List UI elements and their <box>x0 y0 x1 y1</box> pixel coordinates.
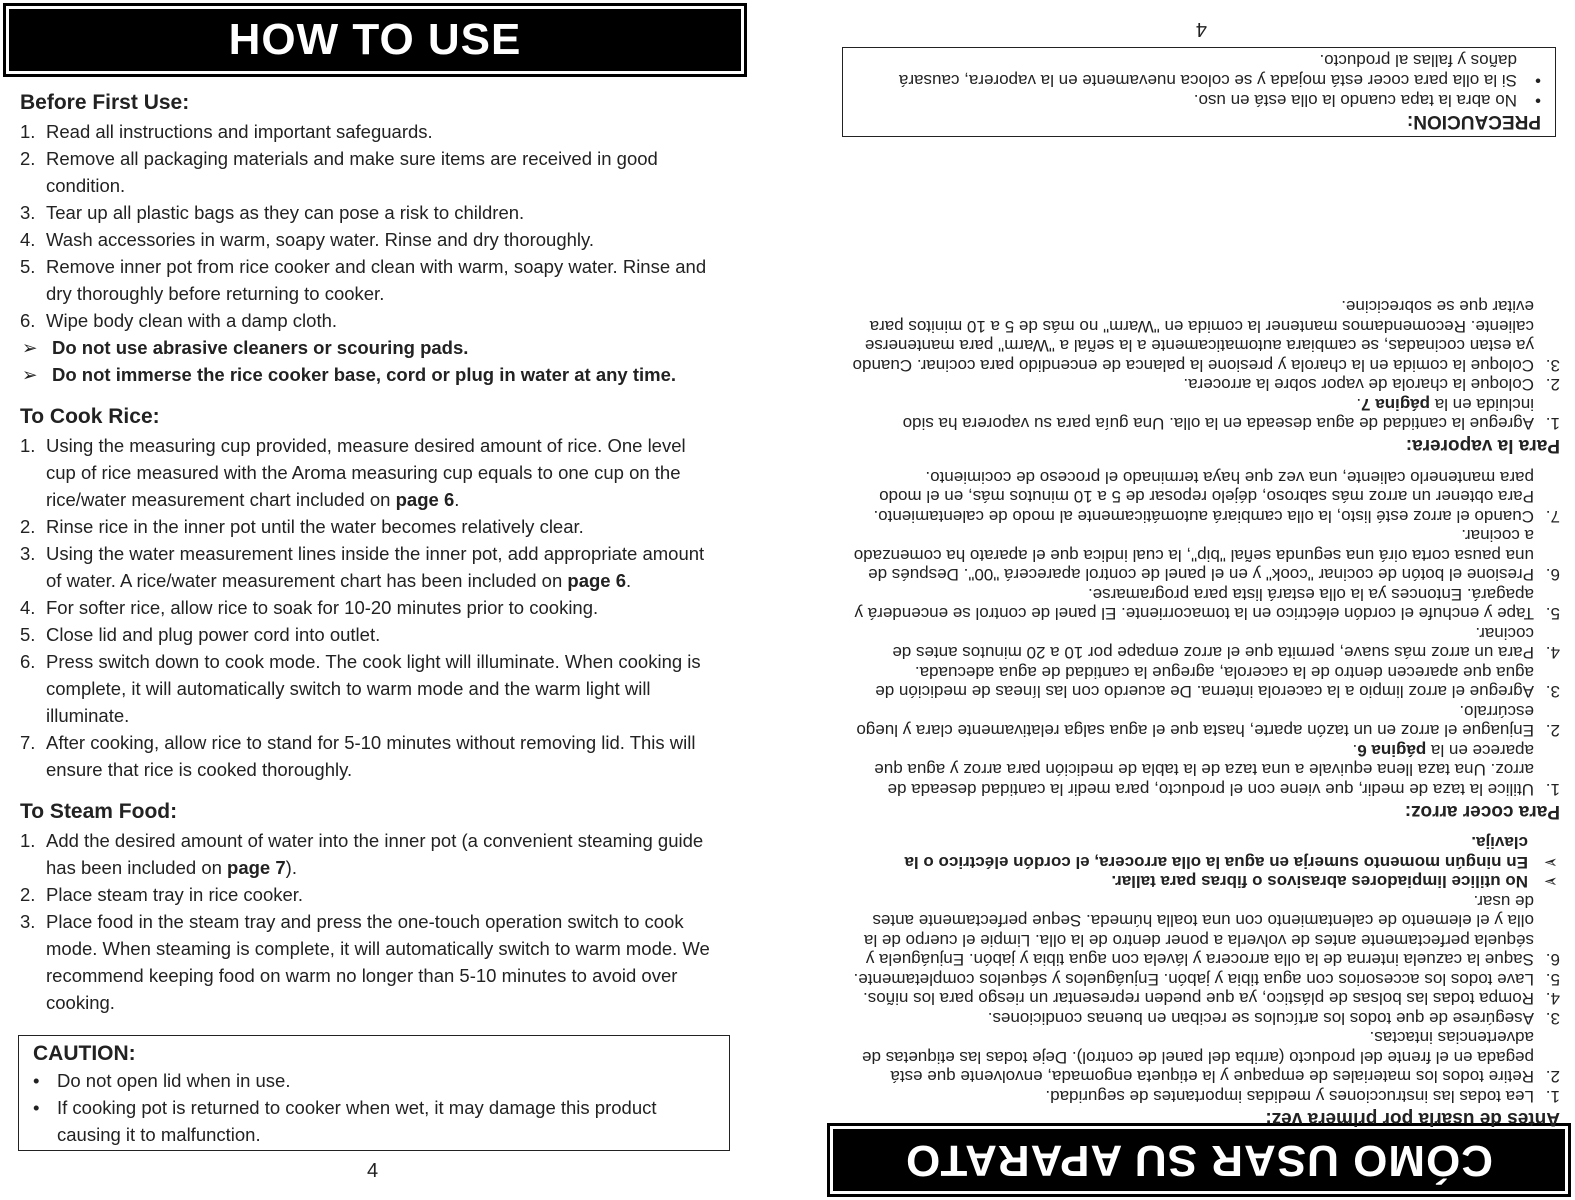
step-number: 1. <box>1545 1087 1560 1106</box>
step-number: 2. <box>1545 1067 1560 1087</box>
steam-food-steps <box>850 297 1560 434</box>
caution-text: If cooking pot is returned to cooker when wet, it may damage this product causing it to malfunction. <box>57 1097 657 1145</box>
step-text: Asegúrese de que todos los artículos se reciban en buenas condiciones. <box>987 1009 1534 1028</box>
step-text: Add the desired amount of water into the inner pot (a convenient steaming guide has been included on <box>46 830 704 878</box>
step-text: Place food in the steam tray and press the one-touch operation switch to cook mode. When steaming is complete, it will automatically switch to warm mode. We recommend keeping food on warm no longer than 5-10 minutes to avoid over cooking. <box>46 911 710 1013</box>
step-text: Lave todos los accesorios con agua tibia y jabón. Enjuáguelos y séquelos completamente. <box>853 970 1534 989</box>
list-item <box>850 624 1560 663</box>
step-number: 7. <box>20 732 36 753</box>
step-text-end: . <box>1352 741 1358 760</box>
step-number: 6. <box>1545 950 1560 970</box>
caution-item <box>33 1067 717 1094</box>
step-number: 3. <box>20 911 36 932</box>
page-number: 4 <box>367 1160 379 1182</box>
list-item <box>20 881 720 908</box>
como-usar-banner <box>830 1126 1568 1194</box>
step-number: 3. <box>1545 1009 1560 1028</box>
list-item <box>850 989 1560 1009</box>
list-item <box>20 729 720 783</box>
step-number: 5. <box>1545 604 1560 624</box>
step-number: 4. <box>1545 643 1560 663</box>
step-number: 2. <box>1545 721 1560 741</box>
step-text: Coloque la charola de vapor sobre la arrocera. <box>1183 375 1534 395</box>
list-item <box>20 827 720 881</box>
step-text: Retire todos los materiales de empaque y la etiqueta engomada, envolvente que está pegada en el frente del producto (arriba del panel de control). Deje todas las etiquetas de advertencias intactas. <box>862 1028 1534 1087</box>
section-title-steam-food: To Steam Food: <box>20 800 178 823</box>
list-item <box>20 621 720 648</box>
step-text-end: ). <box>285 857 297 878</box>
list-item <box>850 585 1560 624</box>
step-number: 1. <box>1545 780 1560 799</box>
step-number: 1. <box>20 121 36 142</box>
list-item <box>20 908 720 1016</box>
list-item <box>20 513 720 540</box>
page-reference: page 7 <box>227 857 286 878</box>
list-item <box>850 892 1560 970</box>
step-text-end: . <box>626 570 632 591</box>
caution-box <box>842 47 1556 137</box>
step-text: Wash accessories in warm, soapy water. Rinse and dry thoroughly. <box>46 229 595 250</box>
list-item <box>850 375 1560 395</box>
list-item <box>20 540 720 594</box>
instructions-body <box>850 297 1560 1130</box>
step-text-end: . <box>454 489 460 510</box>
step-number: 6. <box>1545 565 1560 585</box>
page-reference: page 6 <box>567 570 626 591</box>
step-number: 4. <box>20 597 36 618</box>
warning-item <box>20 361 720 388</box>
caution-title: CAUTION: <box>33 1042 136 1065</box>
caution-item <box>855 50 1541 90</box>
step-text: Cuando el arroz esté listo, la olla cambiará automáticamente al modo de calentamiento. Para obtener un arroz más sabroso, déjelo reposar de 5 a 10 minutos más, en el modo para mantenerlo caliente, una vez que haya terminado el proceso de cocimiento. <box>873 468 1534 526</box>
bullet-icon: • <box>33 1097 40 1118</box>
list-item <box>20 199 720 226</box>
steam-food-steps <box>20 827 720 1016</box>
warning-item <box>20 334 720 361</box>
banner-title: HOW TO USE <box>228 15 522 64</box>
step-number: 2. <box>20 884 36 905</box>
step-number: 5. <box>20 256 36 277</box>
step-text: Utilice la taza de medir, que viene con el producto, para medir la cantidad deseada de arroz. Una taza llena equivale a una taza de la tabla de medición para arroz y agua que aparece en la <box>874 741 1534 799</box>
banner-title: CÓMO USAR SU APARATO <box>905 1136 1493 1185</box>
warning-text: Do not immerse the rice cooker base, cord or plug in water at any time. <box>52 364 677 385</box>
step-number: 3. <box>20 202 36 223</box>
step-number: 6. <box>20 651 36 672</box>
caution-box <box>18 1035 730 1151</box>
list-item <box>20 648 720 729</box>
step-text: Press switch down to cook mode. The cook light will illuminate. When cooking is complete, it will automatically switch to warm mode and the warm light will illuminate. <box>46 651 701 726</box>
step-text: Using the measuring cup provided, measure desired amount of rice. One level cup of rice measured with the Aroma measuring cup equals to one cup on the rice/water measurement chart included on <box>46 435 686 510</box>
step-number: 5. <box>1545 970 1560 989</box>
english-page <box>0 0 787 1200</box>
step-text: Tape y enchufe el cordón eléctrico en la tomacorriente. El panel de control se encenderá y apagará. Entonces ya la olla estará lista para programarse. <box>854 585 1534 624</box>
step-number: 6. <box>20 310 36 331</box>
before-first-use-steps <box>20 118 720 334</box>
list-item <box>850 468 1560 527</box>
list-item <box>20 118 720 145</box>
arrow-bullet-icon: ➢ <box>22 337 38 358</box>
instructions-body <box>20 88 720 1016</box>
step-text: For softer rice, allow rice to soak for 10-20 minutes prior to cooking. <box>46 597 599 618</box>
caution-item <box>855 90 1541 110</box>
arrow-bullet-icon: ➢ <box>1543 853 1558 872</box>
step-text: Enjuague el arroz en un tazón aparte, hasta que el agua salga relativamente clara y luego escúrralo. <box>856 702 1534 741</box>
caution-item <box>33 1094 717 1148</box>
step-number: 3. <box>1545 356 1560 375</box>
caution-text: Si la olla para cocer está mojada y se coloca nuevamente en la vaporera, causará daños y fallas al producto. <box>898 51 1517 90</box>
rotated-spanish-content <box>787 0 1574 1200</box>
cook-rice-steps <box>20 432 720 783</box>
step-text-end: . <box>1356 395 1362 414</box>
warning-item <box>850 872 1560 892</box>
warning-text: No utilice limpiadores abrasivos o fibras para tallar. <box>1111 872 1528 892</box>
step-text: Agregue la cantidad de agua deseada en la olla. Una guía para su vaporera ha sido incluida en la <box>902 395 1534 434</box>
step-number: 3. <box>20 543 36 564</box>
step-number: 1. <box>20 830 36 851</box>
step-text: Wipe body clean with a damp cloth. <box>46 310 338 331</box>
cook-rice-steps <box>850 468 1560 800</box>
page-number: 4 <box>1195 18 1207 40</box>
list-item <box>20 145 720 199</box>
step-number: 7. <box>1545 507 1560 526</box>
arrow-bullet-icon: ➢ <box>1543 872 1558 892</box>
step-text: Using the water measurement lines inside the inner pot, add appropriate amount of water. A rice/water measurement chart has been included on <box>46 543 705 591</box>
warning-text: Do not use abrasive cleaners or scouring pads. <box>52 337 469 358</box>
step-number: 1. <box>20 435 36 456</box>
list-item <box>850 1087 1560 1107</box>
caution-list <box>855 50 1541 110</box>
list-item <box>850 395 1560 434</box>
list-item <box>850 1028 1560 1087</box>
page-reference: página 7 <box>1361 395 1431 414</box>
list-item <box>20 307 720 334</box>
step-text: Presione el botón de cocinar "cook" y en el panel de control aparecerá "00". Después de una pausa corta oirá una segunda señal "bip", la cual indica que el aparato ha comenzado a cocinar. <box>853 526 1534 585</box>
step-text: Place steam tray in rice cooker. <box>46 884 304 905</box>
section-title-cook-rice: Para cocer arroz: <box>1404 801 1560 822</box>
step-number: 1. <box>1545 414 1560 434</box>
warning-item <box>850 833 1560 872</box>
step-text: Coloque la comida en la charola y presione la palanca de encendido para cocinar. Cuando ya estan cocinadas, se cambiara automaticamente a la señal a "Warm" para mantenerse caliente. Recomendamos mantener la comida en "Warm" no más de 5 a 10 minitos para evitar que se sobrecicine. <box>852 297 1534 375</box>
step-text: Rinse rice in the inner pot until the water becomes relatively clear. <box>46 516 584 537</box>
step-number: 3. <box>1545 682 1560 702</box>
step-text: After cooking, allow rice to stand for 5-10 minutes without removing lid. This will ensure that rice is cooked thoroughly. <box>46 732 696 780</box>
step-number: 4. <box>1545 989 1560 1009</box>
list-item <box>20 594 720 621</box>
page-reference: página 6 <box>1357 741 1427 760</box>
list-item <box>20 432 720 513</box>
warning-text: En ningún momento sumerja en agua la olla arrocera, el cordón eléctrico o la clavija. <box>904 833 1528 872</box>
bullet-icon: • <box>1535 71 1541 90</box>
step-text: Remove inner pot from rice cooker and clean with warm, soapy water. Rinse and dry thoroughly before returning to cooker. <box>46 256 707 304</box>
list-item <box>850 1009 1560 1029</box>
section-title-steam-food: Para la vaporera: <box>1405 435 1560 457</box>
spanish-page <box>787 0 1574 1200</box>
step-text: Close lid and plug power cord into outlet. <box>46 624 381 645</box>
step-text: Saque la cazuela interna de la olla arrocera y lávela con agua tibia y jabón. Enjuáguela y séquela perfectamente antes de volverla a poner dentro de la olla. Limpie el cuerpo de la olla y el elemento de calentamiento con una toalla húmeda. Seque perfectamente antes de usar. <box>863 892 1534 970</box>
bullet-icon: • <box>1535 91 1541 110</box>
step-text: Rompa todas las bolsas de plástico, ya que pueden representar un riesgo para los niños. <box>863 989 1534 1009</box>
caution-list <box>33 1067 717 1148</box>
how-to-use-banner <box>6 6 744 74</box>
step-number: 5. <box>20 624 36 645</box>
list-item <box>20 253 720 307</box>
step-number: 2. <box>20 148 36 169</box>
list-item <box>850 741 1560 800</box>
step-number: 2. <box>1545 375 1560 395</box>
section-title-before-first-use: Before First Use: <box>20 91 190 114</box>
step-text: Remove all packaging materials and make sure items are received in good condition. <box>46 148 658 196</box>
before-first-use-steps <box>850 892 1560 1107</box>
section-title-before-first-use: Antes de usarla por primera vez: <box>1265 1108 1560 1129</box>
section-title-cook-rice: To Cook Rice: <box>20 405 160 428</box>
arrow-bullet-icon: ➢ <box>22 364 38 385</box>
caution-text: No abra la tapa cuando la olla está en uso. <box>1193 91 1517 110</box>
list-item <box>850 526 1560 585</box>
list-item <box>850 702 1560 741</box>
list-item <box>20 226 720 253</box>
list-item <box>850 297 1560 375</box>
step-text: Agregue el arroz limpio a la cacerola interna. De acuerdo con las líneas de medición de agua que aparecen dentro de la cacerola, agregue la cantidad de agua adecuada. <box>875 663 1534 702</box>
caution-text: Do not open lid when in use. <box>57 1070 291 1091</box>
page-reference: page 6 <box>395 489 455 510</box>
step-text: Read all instructions and important safeguards. <box>46 121 433 142</box>
step-text: Lea todas las instrucciones y medidas importantes de seguridad. <box>1045 1087 1534 1106</box>
list-item <box>850 663 1560 702</box>
bullet-icon: • <box>33 1070 40 1091</box>
list-item <box>850 970 1560 990</box>
warning-list <box>20 334 720 388</box>
step-text: Para un arroz más suave, permita que el arroz empape por 10 a 20 minutos antes de cocinar. <box>892 624 1534 663</box>
warning-list <box>850 833 1560 892</box>
step-text: Tear up all plastic bags as they can pose a risk to children. <box>46 202 525 223</box>
step-number: 2. <box>20 516 36 537</box>
caution-title: PRECAUCION: <box>1406 111 1541 132</box>
step-number: 4. <box>20 229 36 250</box>
